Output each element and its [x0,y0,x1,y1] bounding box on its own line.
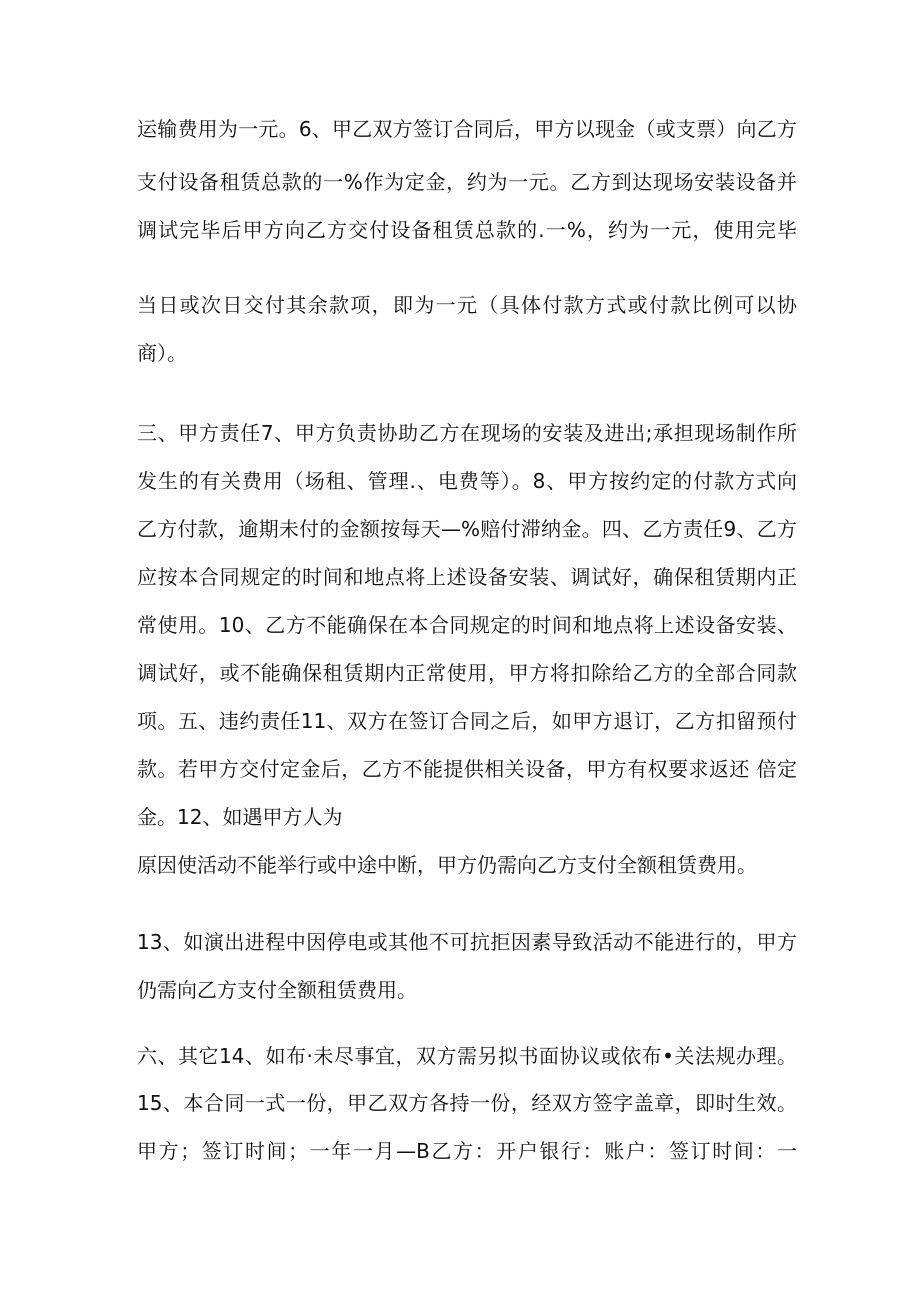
text-line-17: 仍需向乙方支付全额租赁费用。 [137,978,417,1002]
text-line-8: 乙方付款，逾期未付的金额按每天—%赔付滞纳金。四、乙方责任9、乙方 [137,517,797,541]
text-line-11: 调试好，或不能确保租赁期内正常使用，甲方将扣除给乙方的全部合同款 [137,661,797,685]
text-line-10: 常使用。10、乙方不能确保在本合同规定的时间和地点将上述设备安装、 [137,613,797,637]
text-line-15: 原因使活动不能举行或中途中断，甲方仍需向乙方支付全额租赁费用。 [137,853,757,877]
text-line-18: 六、其它14、如布·未尽事宜，双方需另拟书面协议或依布•关法规办理。 [137,1044,797,1068]
text-line-9: 应按本合同规定的时间和地点将上述设备安装、调试好，确保租赁期内正 [137,565,797,589]
text-line-16: 13、如演出进程中因停电或其他不可抗拒因素导致活动不能进行的，甲方 [137,930,797,954]
text-line-4: 当日或次日交付其余款项，即为一元（具体付款方式或付款比例可以协 [137,293,797,317]
text-line-6: 三、甲方责任7、甲方负责协助乙方在现场的安装及进出;承担现场制作所 [137,421,797,445]
text-line-2: 支付设备租赁总款的一%作为定金，约为一元。乙方到达现场安装设备并 [137,170,797,194]
text-line-14: 金。12、如遇甲方人为 [137,805,343,829]
text-line-5: 商）。 [137,341,187,365]
text-line-7: 发生的有关费用（场租、管理.、电费等）。8、甲方按约定的付款方式向 [137,469,797,493]
text-line-3: 调试完毕后甲方向乙方交付设备租赁总款的.一%，约为一元，使用完毕 [137,218,797,242]
text-line-19: 15、本合同一式一份，甲乙双方各持一份，经双方签字盖章，即时生效。 [137,1091,797,1115]
text-line-13: 款。若甲方交付定金后，乙方不能提供相关设备，甲方有权要求返还 倍定 [137,757,797,781]
text-line-1: 运输费用为一元。6、甲乙双方签订合同后，甲方以现金（或支票）向乙方 [137,117,797,141]
text-line-20: 甲方；签订时间；一年一月—B乙方：开户银行：账户：签订时间：一 [137,1139,797,1163]
text-line-12: 项。五、违约责任11、双方在签订合同之后，如甲方退订，乙方扣留预付 [137,709,797,733]
